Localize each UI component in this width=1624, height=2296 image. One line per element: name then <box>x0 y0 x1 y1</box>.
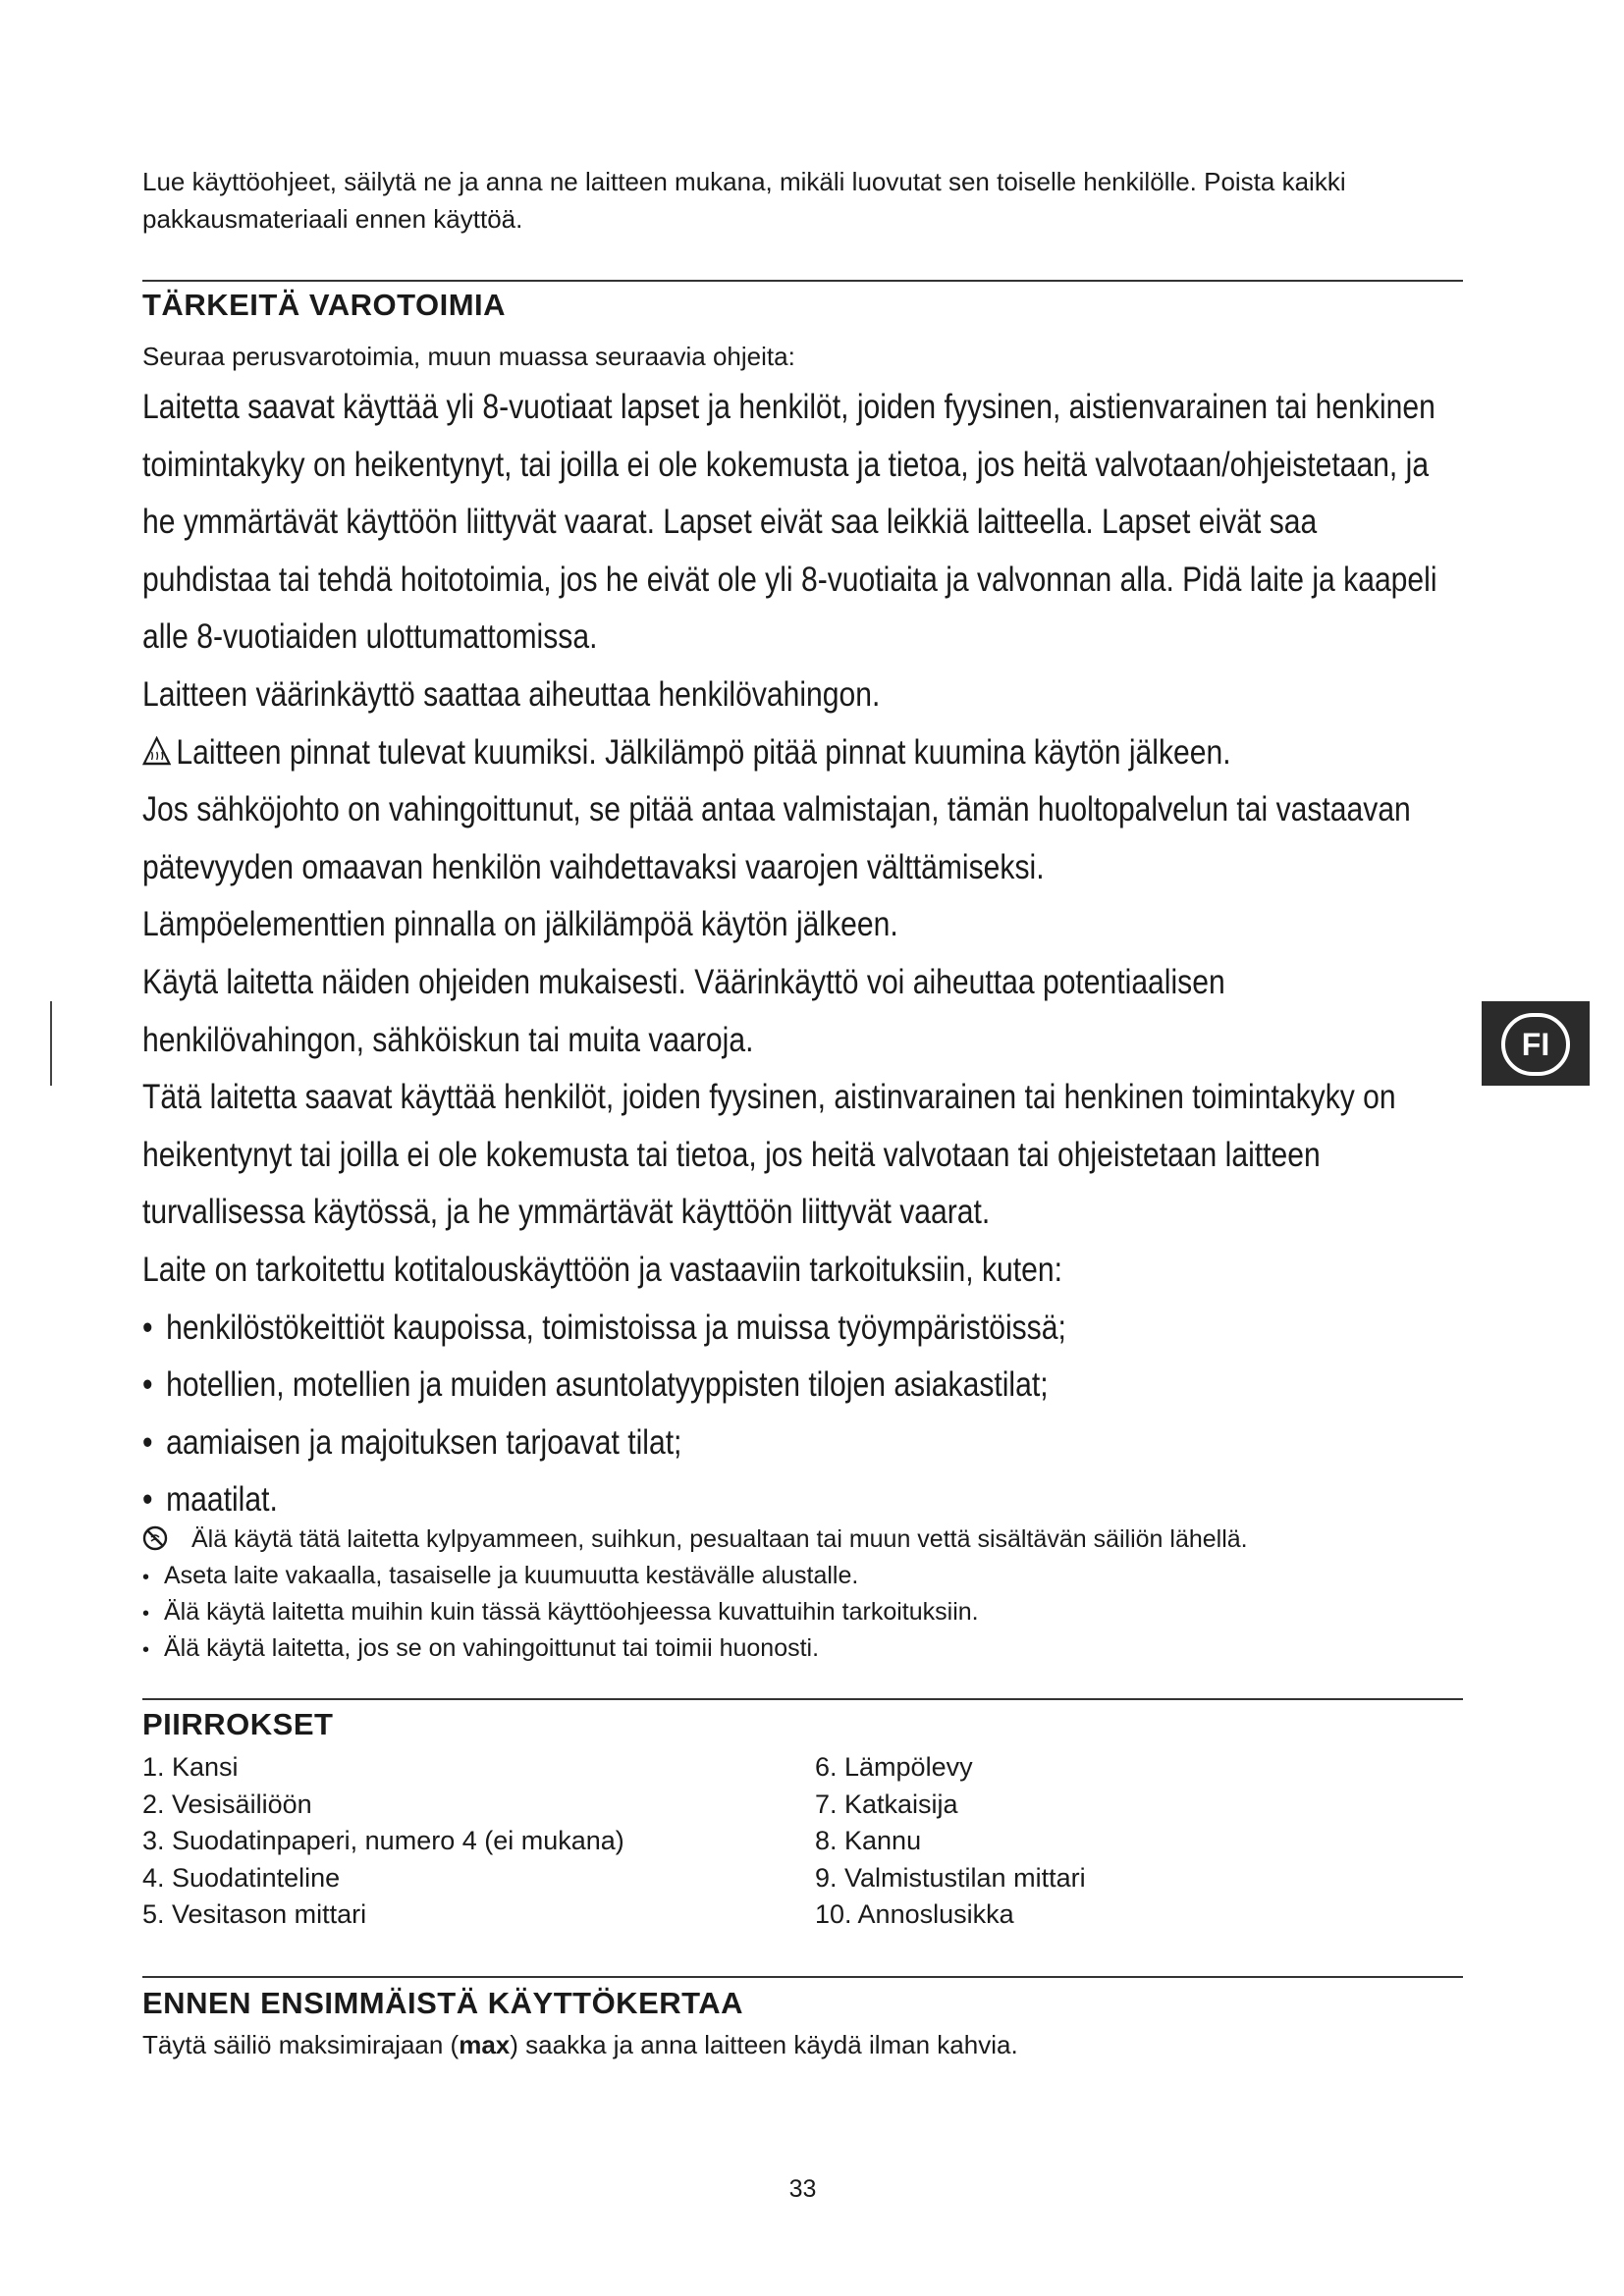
note-item <box>142 1594 1463 1630</box>
use-list-item <box>142 1357 1442 1415</box>
page-number: 33 <box>788 2175 817 2203</box>
section-divider <box>142 280 1463 282</box>
first-use-text: ) saakka ja anna laitteen käydä ilman kahvia. <box>510 2030 1018 2059</box>
part-item: 7. Katkaisija <box>815 1789 958 1819</box>
parts-column-left <box>142 1749 624 1934</box>
use-text: henkilöstökeittiöt kaupoissa, toimistoissa ja muissa työympäristöissä; <box>166 1308 1066 1347</box>
safety-subtitle: Seuraa perusvarotoimia, muun muassa seuraavia ohjeita: <box>142 342 795 371</box>
prohibition-text: Älä käytä tätä laitetta kylpyammeen, suihkun, pesualtaan tai muun vettä sisältävän säiliön lähellä. <box>191 1525 1248 1553</box>
language-tab <box>1482 1001 1590 1086</box>
hot-surface-text: Laitteen pinnat tulevat kuumiksi. Jälkilämpö pitää pinnat kuumina käytön jälkeen. <box>176 732 1231 772</box>
note-text: Aseta laite vakaalla, tasaiselle ja kuumuutta kestävälle alustalle. <box>164 1562 859 1589</box>
safety-paragraph: Laitetta saavat käyttää yli 8-vuotiaat lapset ja henkilöt, joiden fyysinen, aistienvarainen tai henkinen toimintakyky on heikentynyt, tai joilla ei ole kokemusta ja tietoa, jos heitä valvotaan/ohjeistetaan, ja he ymmärtävät käyttöön liittyvät vaarat. Lapset eivät saa leikkiä laitteella. Lapset eivät saa puhdistaa tai tehdä hoitotoimia, jos he eivät ole yli 8-vuotiaita ja valvonnan alla. Pidä laite ja kaapeli alle 8-vuotiaiden ulottumattomissa. <box>142 388 1437 657</box>
part-item: 9. Valmistustilan mittari <box>815 1862 1086 1893</box>
part-item: 2. Vesisäiliöön <box>142 1789 312 1819</box>
bullet-marker: • <box>142 1603 150 1625</box>
use-text: maatilat. <box>166 1480 278 1520</box>
margin-mark <box>50 1001 52 1086</box>
parts-column-right <box>815 1749 1086 1934</box>
use-list-item <box>142 1415 1442 1472</box>
safety-section-title: TÄRKEITÄ VAROTOIMIA <box>142 288 507 322</box>
use-text: hotellien, motellien ja muiden asuntolatyyppisten tilojen asiakastilat; <box>166 1365 1049 1405</box>
section-divider <box>142 1698 1463 1700</box>
intro-paragraph: Lue käyttöohjeet, säilytä ne ja anna ne laitteen mukana, mikäli luovutat sen toiselle henkilölle. Poista kaikki pakkausmateriaali ennen käyttöä. <box>142 167 1346 234</box>
safety-paragraph: Jos sähköjohto on vahingoittunut, se pitää antaa valmistajan, tämän huoltopalvelun tai vastaavan pätevyyden omaavan henkilön vaihdettavaksi vaarojen välttämiseksi. <box>142 790 1411 886</box>
bullet-marker: • <box>142 1422 153 1462</box>
first-use-paragraph <box>142 2027 1463 2062</box>
language-badge: FI <box>1501 1013 1570 1076</box>
bullet-marker: • <box>142 1365 153 1405</box>
safety-notes <box>142 1522 1463 1667</box>
part-item: 3. Suodatinpaperi, numero 4 (ei mukana) <box>142 1826 624 1855</box>
first-use-text: Täytä säiliö maksimirajaan ( <box>142 2030 460 2059</box>
no-water-prohibition-icon <box>142 1525 168 1551</box>
bullet-marker: • <box>142 1308 153 1347</box>
note-text: Älä käytä laitetta muihin kuin tässä käyttöohjeessa kuvattuihin tarkoituksiin. <box>164 1598 979 1626</box>
safety-paragraph: Laitteen väärinkäyttö saattaa aiheuttaa henkilövahingon. <box>142 674 881 714</box>
part-item: 4. Suodatinteline <box>142 1862 341 1893</box>
bullet-marker: • <box>142 1567 150 1588</box>
part-item: 5. Vesitason mittari <box>142 1899 367 1929</box>
bullet-marker: • <box>142 1639 150 1661</box>
safety-paragraph: Lämpöelementtien pinnalla on jälkilämpöä käytön jälkeen. <box>142 905 898 944</box>
safety-instructions <box>142 379 1437 1529</box>
first-use-section-title: ENNEN ENSIMMÄISTÄ KÄYTTÖKERTAA <box>142 1986 744 2020</box>
part-item: 6. Lämpölevy <box>815 1752 973 1782</box>
note-item <box>142 1558 1463 1594</box>
part-item: 8. Kannu <box>815 1826 922 1855</box>
safety-paragraph-hot-surface <box>142 724 1442 782</box>
section-divider <box>142 1976 1463 1978</box>
safety-paragraph: Tätä laitetta saavat käyttää henkilöt, joiden fyysinen, aistinvarainen tai henkinen toimintakyky on heikentynyt tai joilla ei ole kokemusta tai tietoa, jos heitä valvotaan tai ohjeistetaan laitteen turvallisessa käytössä, ja he ymmärtävät käyttöön liittyvät vaarat. <box>142 1078 1396 1232</box>
note-text: Älä käytä laitetta, jos se on vahingoittunut tai toimii huonosti. <box>164 1634 820 1662</box>
use-text: aamiaisen ja majoituksen tarjoavat tilat; <box>166 1422 682 1462</box>
use-list-item <box>142 1300 1442 1358</box>
max-label: max <box>459 2030 511 2059</box>
prohibition-note <box>142 1522 1463 1558</box>
hot-surface-warning-icon <box>142 736 171 766</box>
part-item: 1. Kansi <box>142 1752 239 1782</box>
safety-paragraph: Laite on tarkoitettu kotitalouskäyttöön ja vastaaviin tarkoituksiin, kuten: <box>142 1250 1062 1289</box>
part-item: 10. Annoslusikka <box>815 1899 1014 1929</box>
note-item <box>142 1630 1463 1667</box>
safety-paragraph: Käytä laitetta näiden ohjeiden mukaisesti. Väärinkäyttö voi aiheuttaa potentiaalisen henkilövahingon, sähköiskun tai muita vaaroja. <box>142 962 1225 1059</box>
parts-section-title: PIIRROKSET <box>142 1707 334 1741</box>
bullet-marker: • <box>142 1480 153 1520</box>
